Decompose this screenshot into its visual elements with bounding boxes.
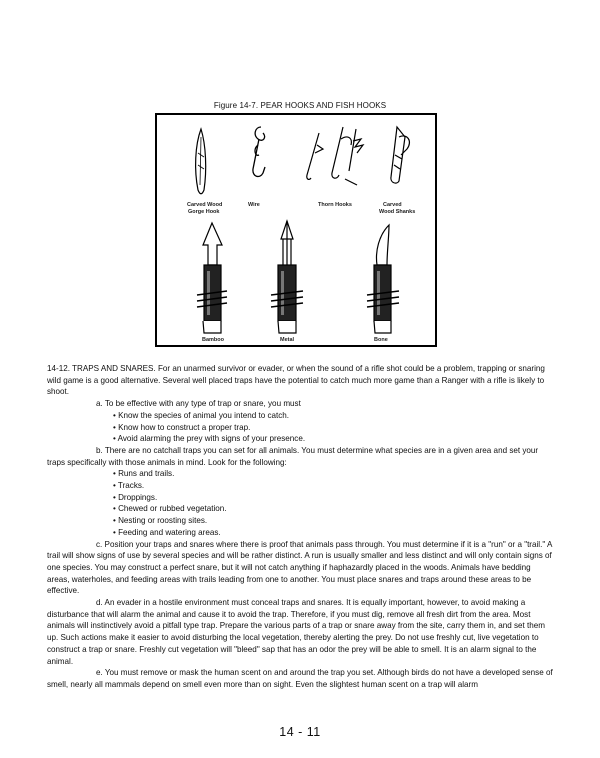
figure-hooks-illustration xyxy=(155,113,437,347)
a-bullet-1: • Know the species of animal you intend to catch. xyxy=(113,410,290,420)
bamboo-spear-drawing xyxy=(197,223,227,333)
a-bullet-2: • Know how to construct a proper trap. xyxy=(113,422,251,432)
label-thorn: Thorn Hooks xyxy=(318,202,352,208)
paragraph-traps-snares: 14-12. TRAPS AND SNARES. For an unarmed survivor or evader, or when the sound of a rifle shot could be a problem, trapping or snaring wild game is a good alternative. Several well placed traps have the potential to catch much more game than a Ranger with a rifle is likely to shoot. xyxy=(47,364,545,397)
item-a: a. To be effective with any type of trap or snare, you must xyxy=(96,399,301,409)
label-metal: Metal xyxy=(280,337,295,343)
item-d: d. An evader in a hostile environment must conceal traps and snares. It is equally important, however, to avoid making a disturbance that will alarm the animal and cause it to avoid the trap. Therefore, if you must dig, remove all fresh dirt from the area. Most animals will instinctively avoid a pitfall type trap. Prepare the various parts of a trap or snare away from the site, carry them in, and set them up. Such actions make it easier to avoid disturbing the local vegetation, thereby alerting the prey. Do not use freshly cut, live vegetation to construct a trap or snare. Freshly cut vegetation will "bleed" sap that has an odor the prey will be able to smell. It is an alarm signal to the animal. xyxy=(47,598,545,666)
metal-spear-drawing xyxy=(271,221,303,333)
page-number: 14 - 11 xyxy=(279,725,321,739)
bone-point-drawing xyxy=(367,225,399,333)
hooks-drawing xyxy=(157,115,435,345)
label-wire: Wire xyxy=(248,202,260,208)
item-e: e. You must remove or mask the human scent on and around the trap you set. Although birds do not have a developed sense of smell, nearly all mammals depend on smell even more than on sight. Even the slightest human scent on a trap will alarm xyxy=(47,668,553,689)
item-b: b. There are no catchall traps you can set for all animals. You must determine what species are in a given area and set your traps specifically with those animals in mind. Look for the following: xyxy=(47,445,539,467)
item-c: c. Position your traps and snares where there is proof that animals pass through. You must determine if it is a "run" or a "trail." A trail will show signs of use by several species and will be rather distinct. A run is usually smaller and less distinct and will only contain signs of one species. You may construct a perfect snare, but it will not catch anything if haphazardly placed in the woods. Animals have bedding areas, waterholes, and feeding areas with trails leading from one to another. You must place snares and traps around these areas to be effective. xyxy=(47,539,552,596)
b-bullet-3: • Droppings. xyxy=(113,492,158,502)
label-bamboo: Bamboo xyxy=(202,337,224,343)
wood-shanks-drawing xyxy=(391,127,410,183)
figure-caption: Figure 14-7. PEAR HOOKS AND FISH HOOKS xyxy=(213,101,387,110)
label-shank-2: Wood Shanks xyxy=(379,209,416,215)
b-bullet-6: • Feeding and watering areas. xyxy=(113,527,221,537)
wire-hook-drawing xyxy=(253,127,265,176)
gorge-hook-drawing xyxy=(196,129,206,194)
b-bullet-1: • Runs and trails. xyxy=(113,469,175,479)
thorn-hooks-drawing xyxy=(307,127,363,185)
b-bullet-4: • Chewed or rubbed vegetation. xyxy=(113,504,227,514)
label-gorge-1: Carved Wood xyxy=(187,202,223,208)
b-bullet-2: • Tracks. xyxy=(113,481,145,491)
label-gorge-2: Gorge Hook xyxy=(188,209,220,215)
a-bullet-3: • Avoid alarming the prey with signs of your presence. xyxy=(113,434,306,444)
label-bone: Bone xyxy=(374,337,388,343)
label-shank-1: Carved xyxy=(383,202,402,208)
b-bullet-5: • Nesting or roosting sites. xyxy=(113,516,208,526)
body-text xyxy=(47,363,555,691)
